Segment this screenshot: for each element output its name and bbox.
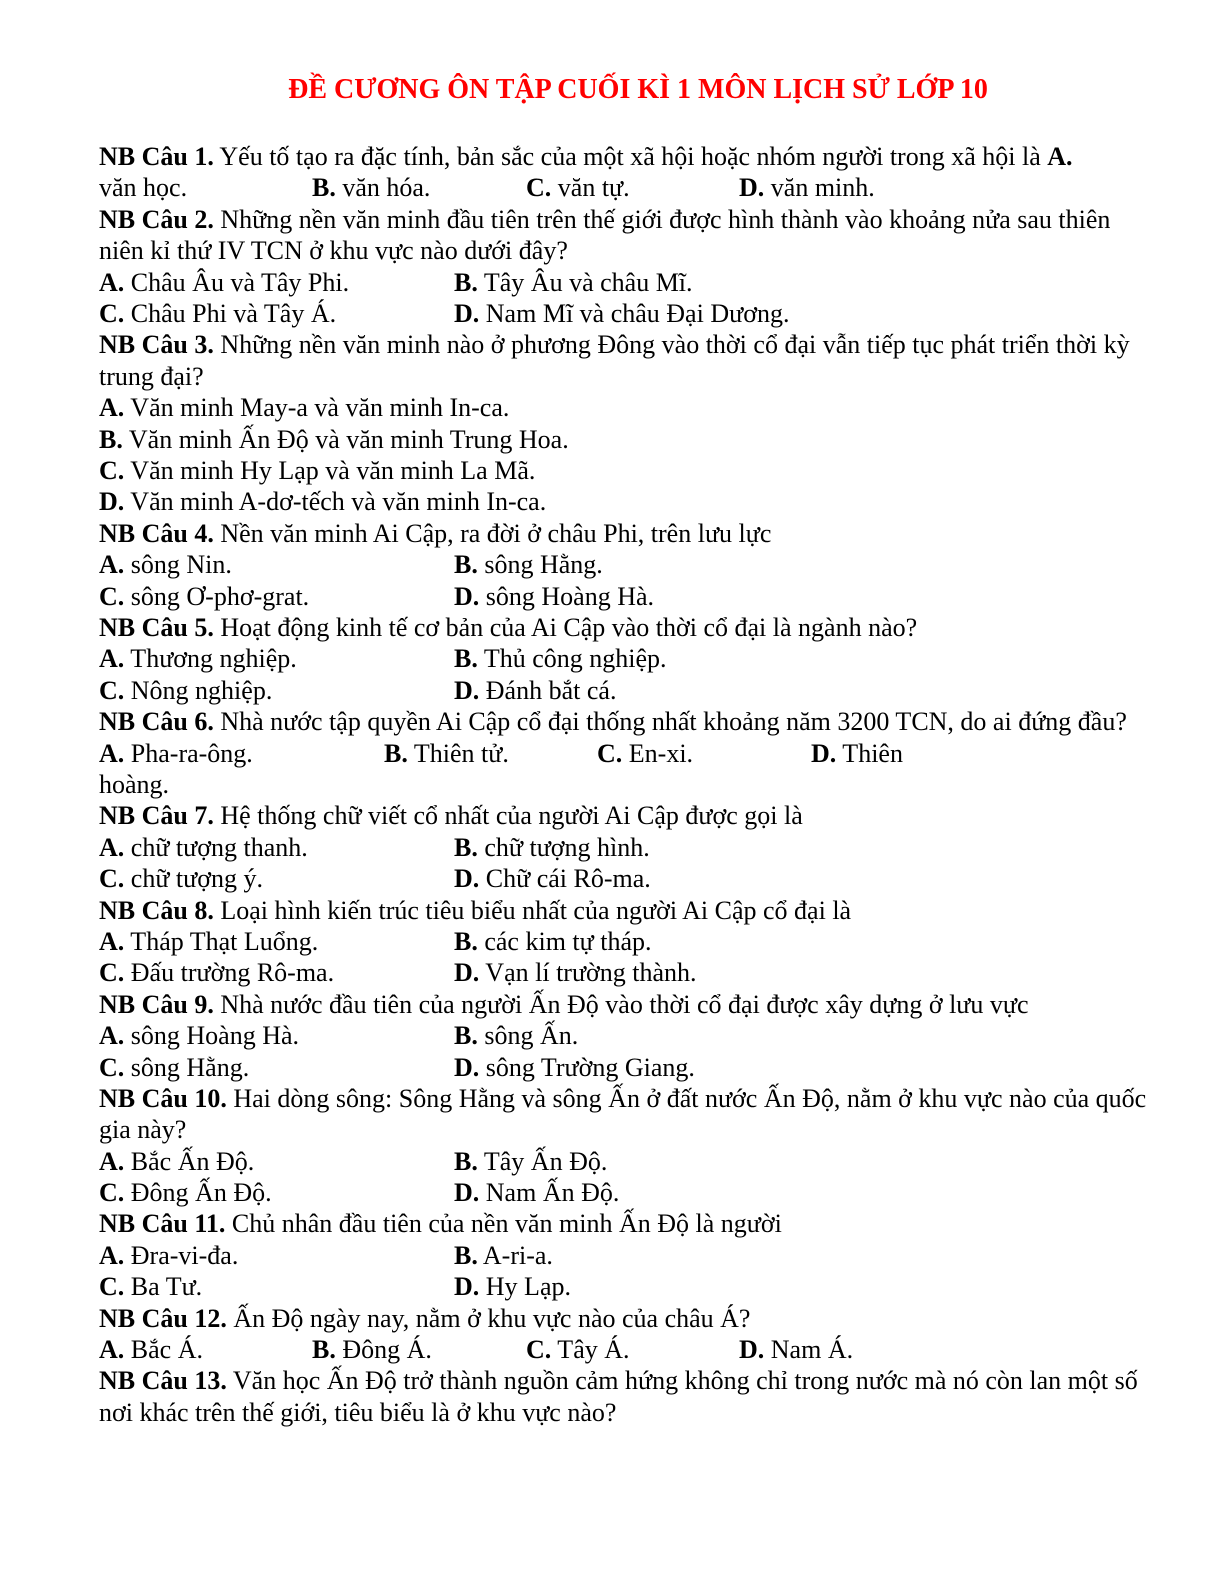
answer-option xyxy=(99,455,535,486)
question-text: Nền văn minh Ai Cập, ra đời ở châu Phi, trên lưu lực xyxy=(213,518,772,548)
text-line xyxy=(99,1177,1149,1208)
option-text: Đông Ấn Độ. xyxy=(124,1178,272,1208)
option-letter: A. xyxy=(99,1335,125,1365)
answer-option xyxy=(99,1177,272,1208)
answer-option xyxy=(526,1334,630,1365)
text-line xyxy=(99,581,1149,612)
question-text: Yếu tố tạo ra đặc tính, bản sắc của một xã hội hoặc nhóm người trong xã hội là xyxy=(213,142,1048,171)
question-stem xyxy=(99,800,1149,831)
option-text: Thủ công nghiệp. xyxy=(477,644,667,674)
answer-option xyxy=(99,738,253,769)
question-number: NB Câu 2. xyxy=(99,204,214,234)
answer-option xyxy=(99,1020,299,1051)
answer-option xyxy=(99,832,308,863)
text-line xyxy=(99,643,1149,674)
question-stem xyxy=(99,518,1149,549)
option-text: sông Hoàng Hà. xyxy=(124,1021,300,1051)
option-text: Pha-ra-ông. xyxy=(124,738,253,768)
text-line xyxy=(99,298,1149,329)
option-text: Hy Lạp. xyxy=(479,1272,571,1302)
answer-option xyxy=(454,1240,553,1271)
option-text: A-ri-a. xyxy=(477,1240,553,1270)
option-letter: B. xyxy=(454,267,478,297)
answer-option xyxy=(99,581,309,612)
answer-option xyxy=(99,392,509,423)
question-stem xyxy=(99,204,1149,267)
option-text: văn minh. xyxy=(764,173,875,203)
question-text: Nhà nước tập quyền Ai Cập cổ đại thống nhất khoảng năm 3200 TCN, do ai đứng đầu? xyxy=(213,707,1127,737)
option-letter: A. xyxy=(99,1146,125,1176)
option-letter: A. xyxy=(99,926,125,956)
answer-option xyxy=(99,424,569,455)
answer-option xyxy=(454,1146,607,1177)
question-stem xyxy=(99,1208,1149,1239)
option-text: Thiên xyxy=(836,738,903,768)
option-letter: A. xyxy=(99,738,125,768)
question-stem xyxy=(99,1083,1149,1146)
option-text: sông Trường Giang. xyxy=(479,1052,695,1082)
answer-option xyxy=(99,172,187,203)
option-text: Tây Ấn Độ. xyxy=(477,1146,608,1176)
text-line xyxy=(99,1146,1149,1177)
option-letter: D. xyxy=(739,173,765,203)
question-number: NB Câu 5. xyxy=(99,612,214,642)
question-block xyxy=(99,1303,1149,1366)
answer-option xyxy=(99,486,546,517)
question-text: Loại hình kiến trúc tiêu biểu nhất của người Ai Cập cổ đại là xyxy=(213,895,852,925)
question-number: NB Câu 7. xyxy=(99,801,214,831)
question-stem xyxy=(99,141,1149,172)
question-number: NB Câu 12. xyxy=(99,1303,227,1333)
option-letter: C. xyxy=(597,738,623,768)
question-text: Những nền văn minh nào ở phương Đông vào thời cổ đại vẫn tiếp tục phát triển thời kỳ trung đại? xyxy=(99,330,1130,391)
question-stem xyxy=(99,895,1149,926)
answer-option xyxy=(597,738,693,769)
option-text-continuation: hoàng. xyxy=(99,769,170,799)
answer-option xyxy=(99,863,263,894)
answer-option xyxy=(739,1334,853,1365)
question-text: Ấn Độ ngày nay, nằm ở khu vực nào của châu Á? xyxy=(226,1303,751,1333)
question-block xyxy=(99,989,1149,1083)
option-letter: B. xyxy=(312,173,336,203)
question-number: NB Câu 11. xyxy=(99,1209,226,1239)
answer-option xyxy=(99,549,232,580)
question-number: NB Câu 3. xyxy=(99,330,214,360)
option-letter: D. xyxy=(454,1178,480,1208)
option-text: Nam Ấn Độ. xyxy=(479,1178,620,1208)
question-text: Hai dòng sông: Sông Hằng và sông Ấn ở đất nước Ấn Độ, nằm ở khu vực nào của quốc gia này? xyxy=(99,1083,1147,1145)
question-block xyxy=(99,1365,1149,1428)
page-title: ĐỀ CƯƠNG ÔN TẬP CUỐI KÌ 1 MÔN LỊCH SỬ LỚP 10 xyxy=(288,74,988,105)
option-text: Châu Phi và Tây Á. xyxy=(124,299,337,328)
question-stem xyxy=(99,989,1149,1020)
answer-option xyxy=(454,863,651,894)
text-line xyxy=(99,863,1149,894)
answer-option xyxy=(454,675,616,706)
question-stem xyxy=(99,706,1149,737)
option-text: văn học. xyxy=(99,173,188,203)
option-text: sông Ấn. xyxy=(477,1021,579,1051)
option-text: Bắc Ấn Độ. xyxy=(124,1146,255,1176)
answer-option xyxy=(99,675,272,706)
text-line xyxy=(99,392,1149,423)
text-line xyxy=(99,957,1149,988)
answer-option xyxy=(99,926,318,957)
option-text: Thiên tử. xyxy=(407,738,509,768)
answer-option xyxy=(454,581,654,612)
text-line xyxy=(99,267,1149,298)
option-text: Tây Á. xyxy=(551,1335,630,1365)
question-text: Những nền văn minh đầu tiên trên thế giới được hình thành vào khoảng nửa sau thiên niên kỉ thứ IV TCN ở khu vực nào dưới đây? xyxy=(99,204,1111,266)
question-block xyxy=(99,329,1149,517)
option-letter: D. xyxy=(454,299,480,328)
text-line xyxy=(99,455,1149,486)
option-text: sông Hằng. xyxy=(124,1052,250,1082)
option-text: chữ tượng hình. xyxy=(477,832,650,862)
option-text: Bắc Á. xyxy=(124,1335,203,1365)
text-line xyxy=(99,1052,1149,1083)
option-text: chữ tượng ý. xyxy=(124,864,263,894)
answer-option xyxy=(99,1240,238,1271)
option-letter: D. xyxy=(739,1335,765,1365)
answer-option xyxy=(99,1146,254,1177)
question-number: NB Câu 4. xyxy=(99,518,214,548)
option-letter: B. xyxy=(454,1240,478,1270)
answer-option xyxy=(454,926,652,957)
option-letter: A. xyxy=(99,550,125,580)
option-letter: C. xyxy=(99,958,125,988)
question-stem xyxy=(99,329,1149,392)
option-letter: B. xyxy=(454,832,478,862)
option-text: sông Ơ-phơ-grat. xyxy=(124,581,310,611)
option-letter: A. xyxy=(99,832,125,862)
option-text: sông Hoàng Hà. xyxy=(479,581,655,611)
answer-option xyxy=(454,1020,578,1051)
text-line xyxy=(99,424,1149,455)
text-line xyxy=(99,738,1149,769)
option-text: Văn minh A-dơ-tếch và văn minh In-ca. xyxy=(124,487,547,517)
question-text: Văn học Ấn Độ trở thành nguồn cảm hứng không chỉ trong nước mà nó còn lan một số nơi khác trên thế giới, tiêu biểu là ở khu vực nào? xyxy=(99,1366,1138,1427)
option-letter: D. xyxy=(454,864,480,894)
option-letter: D. xyxy=(454,581,480,611)
option-text: Tháp Thạt Luổng. xyxy=(124,926,319,956)
text-line xyxy=(99,832,1149,863)
option-letter: A. xyxy=(99,644,125,674)
option-letter: B. xyxy=(454,550,478,580)
question-block xyxy=(99,204,1149,330)
option-letter: C. xyxy=(99,1272,125,1302)
text-line xyxy=(99,1271,1149,1302)
text-line xyxy=(99,1020,1149,1051)
answer-option xyxy=(99,1271,202,1302)
option-text: Vạn lí trường thành. xyxy=(479,958,697,988)
question-number: NB Câu 8. xyxy=(99,895,214,925)
option-letter: B. xyxy=(454,926,478,956)
option-text: Đra-vi-đa. xyxy=(124,1240,239,1270)
option-letter: B. xyxy=(454,1146,478,1176)
option-letter: C. xyxy=(99,675,125,705)
answer-option xyxy=(312,172,430,203)
option-letter: C. xyxy=(99,455,125,485)
answer-option xyxy=(454,957,697,988)
option-text: En-xi. xyxy=(622,738,694,768)
question-number: NB Câu 9. xyxy=(99,989,214,1019)
question-number: NB Câu 6. xyxy=(99,707,214,737)
option-letter: D. xyxy=(454,958,480,988)
text-line xyxy=(99,675,1149,706)
question-stem xyxy=(99,1365,1149,1428)
question-list xyxy=(99,141,1149,1428)
option-text: Nam Mĩ và châu Đại Dương. xyxy=(479,299,790,328)
option-text: văn tự. xyxy=(551,173,630,203)
answer-option xyxy=(454,643,667,674)
option-letter: C. xyxy=(99,1178,125,1208)
option-letter: C. xyxy=(99,864,125,894)
option-letter: D. xyxy=(99,487,125,517)
option-letter: C. xyxy=(526,1335,552,1365)
option-text: Văn minh Ấn Độ và văn minh Trung Hoa. xyxy=(122,424,569,454)
text-line xyxy=(99,926,1149,957)
option-text: Châu Âu và Tây Phi. xyxy=(124,267,350,297)
question-block xyxy=(99,1208,1149,1302)
text-line xyxy=(99,1334,1149,1365)
option-letter: D. xyxy=(454,675,480,705)
option-text: sông Nin. xyxy=(124,550,232,580)
option-letter: A. xyxy=(99,1021,125,1051)
option-text: Thương nghiệp. xyxy=(124,644,297,674)
text-line xyxy=(99,769,1149,800)
question-number: NB Câu 10. xyxy=(99,1083,227,1113)
option-letter: D. xyxy=(454,1052,480,1082)
option-letter: C. xyxy=(99,581,125,611)
option-text: Đánh bắt cá. xyxy=(479,675,617,705)
answer-option xyxy=(454,1052,695,1083)
answer-option xyxy=(99,957,334,988)
answer-option xyxy=(454,1271,571,1302)
question-stem xyxy=(99,1303,1149,1334)
option-letter: B. xyxy=(454,1021,478,1051)
option-letter: A. xyxy=(1047,142,1073,171)
text-line xyxy=(99,549,1149,580)
question-block xyxy=(99,1083,1149,1209)
option-letter: C. xyxy=(99,299,125,328)
option-text: Tây Âu và châu Mĩ. xyxy=(477,267,693,297)
option-text: chữ tượng thanh. xyxy=(124,832,308,862)
question-number: NB Câu 13. xyxy=(99,1366,227,1396)
question-block xyxy=(99,895,1149,989)
option-letter: B. xyxy=(312,1335,336,1365)
question-block xyxy=(99,518,1149,612)
option-letter: B. xyxy=(384,738,408,768)
option-letter: C. xyxy=(99,1052,125,1082)
option-text: Đông Á. xyxy=(335,1335,432,1365)
question-number: NB Câu 1. xyxy=(99,142,214,171)
answer-option xyxy=(454,298,789,329)
text-line xyxy=(99,1240,1149,1271)
question-text: Chủ nhân đầu tiên của nền văn minh Ấn Độ là người xyxy=(225,1209,782,1239)
answer-option xyxy=(526,172,630,203)
answer-option xyxy=(99,643,297,674)
option-text: Văn minh Hy Lạp và văn minh La Mã. xyxy=(124,455,536,485)
question-block xyxy=(99,706,1149,800)
option-letter: A. xyxy=(99,267,125,297)
option-letter: A. xyxy=(99,393,125,423)
option-text: văn hóa. xyxy=(335,173,431,203)
question-text: Hệ thống chữ viết cổ nhất của người Ai Cập được gọi là xyxy=(213,801,803,831)
option-text: Đấu trường Rô-ma. xyxy=(124,958,335,988)
answer-option xyxy=(99,267,349,298)
answer-option xyxy=(454,1177,619,1208)
option-text: Ba Tư. xyxy=(124,1272,203,1302)
question-block xyxy=(99,612,1149,706)
answer-option xyxy=(312,1334,432,1365)
answer-option xyxy=(384,738,509,769)
text-line xyxy=(99,486,1149,517)
option-letter: D. xyxy=(811,738,837,768)
question-block xyxy=(99,141,1149,204)
answer-option xyxy=(99,298,336,329)
answer-option xyxy=(454,832,650,863)
question-block xyxy=(99,800,1149,894)
option-letter: B. xyxy=(99,424,123,454)
answer-option xyxy=(99,1052,249,1083)
question-text: Hoạt động kinh tế cơ bản của Ai Cập vào thời cổ đại là ngành nào? xyxy=(213,612,918,642)
text-line xyxy=(99,172,1149,203)
answer-option xyxy=(454,267,693,298)
option-letter: D. xyxy=(454,1272,480,1302)
answer-option xyxy=(99,1334,203,1365)
question-text: Nhà nước đầu tiên của người Ấn Độ vào thời cổ đại được xây dựng ở lưu vực xyxy=(213,989,1029,1019)
option-text: các kim tự tháp. xyxy=(477,926,652,956)
answer-option xyxy=(739,172,875,203)
option-text: Chữ cái Rô-ma. xyxy=(479,864,651,894)
option-letter: A. xyxy=(99,1240,125,1270)
answer-option xyxy=(811,738,903,769)
option-text: sông Hằng. xyxy=(477,550,603,580)
option-text: Văn minh May-a và văn minh In-ca. xyxy=(124,393,510,423)
option-text: Nông nghiệp. xyxy=(124,675,273,705)
option-text: Nam Á. xyxy=(764,1335,854,1365)
option-letter: C. xyxy=(526,173,552,203)
answer-option xyxy=(454,549,603,580)
option-letter: B. xyxy=(454,644,478,674)
question-stem xyxy=(99,612,1149,643)
